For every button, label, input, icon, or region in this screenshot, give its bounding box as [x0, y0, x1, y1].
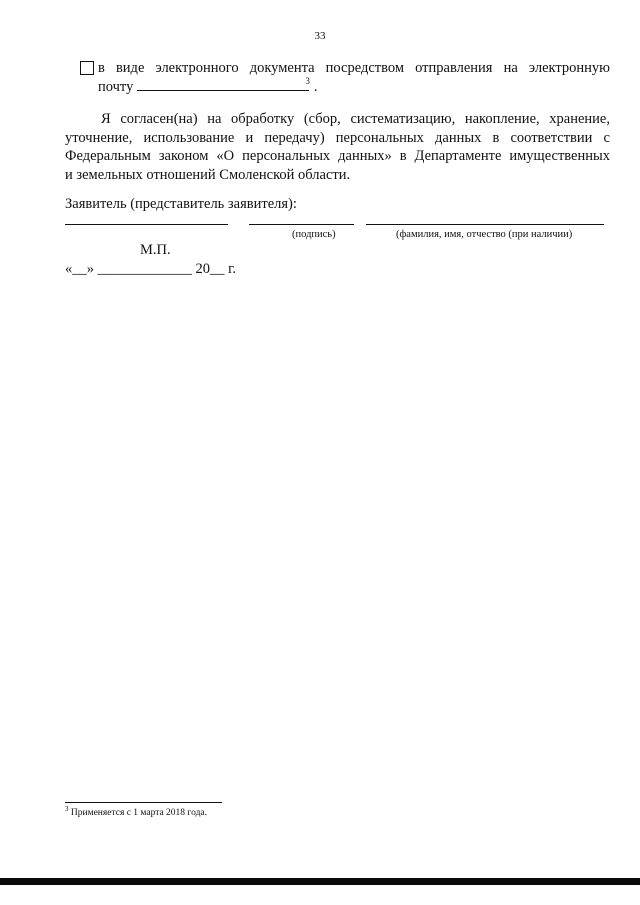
applicant-field-line[interactable]: [65, 224, 228, 225]
consent-line: уточнение, использование и передачу) персональных данных в соответствии с: [65, 129, 610, 146]
email-line: [98, 78, 317, 96]
footnote-mark: 3: [65, 805, 69, 813]
applicant-label: Заявитель (представитель заявителя):: [65, 196, 297, 212]
email-label: почту: [98, 79, 134, 95]
signature-field-line[interactable]: [249, 224, 354, 225]
consent-paragraph: [65, 110, 610, 184]
email-line-period: .: [313, 79, 318, 95]
scan-edge-bar: [0, 878, 640, 885]
full-name-field-line[interactable]: [366, 224, 604, 225]
delivery-option-text: в виде электронного документа посредством отправления на электронную: [98, 60, 610, 76]
page-number: 33: [314, 30, 326, 42]
email-footnote-mark: 3: [305, 76, 310, 86]
signature-caption: (подпись): [292, 229, 336, 240]
email-blank-field[interactable]: [137, 78, 309, 91]
footnote: [65, 805, 207, 818]
full-name-caption: (фамилия, имя, отчество (при наличии): [396, 229, 573, 240]
footnote-text: Применяется с 1 марта 2018 года.: [70, 808, 207, 818]
footnote-divider: [65, 802, 222, 803]
consent-line: Федеральным законом «О персональных данных» в Департаменте имущественных: [65, 148, 610, 164]
consent-line: и земельных отношений Смоленской области.: [65, 166, 351, 183]
date-field[interactable]: «__» _____________ 20__ г.: [65, 261, 237, 277]
electronic-delivery-checkbox[interactable]: [80, 61, 94, 75]
consent-line: Я согласен(на) на обработку (сбор, систематизацию, накопление, хранение,: [101, 111, 610, 127]
stamp-label: М.П.: [140, 242, 171, 258]
